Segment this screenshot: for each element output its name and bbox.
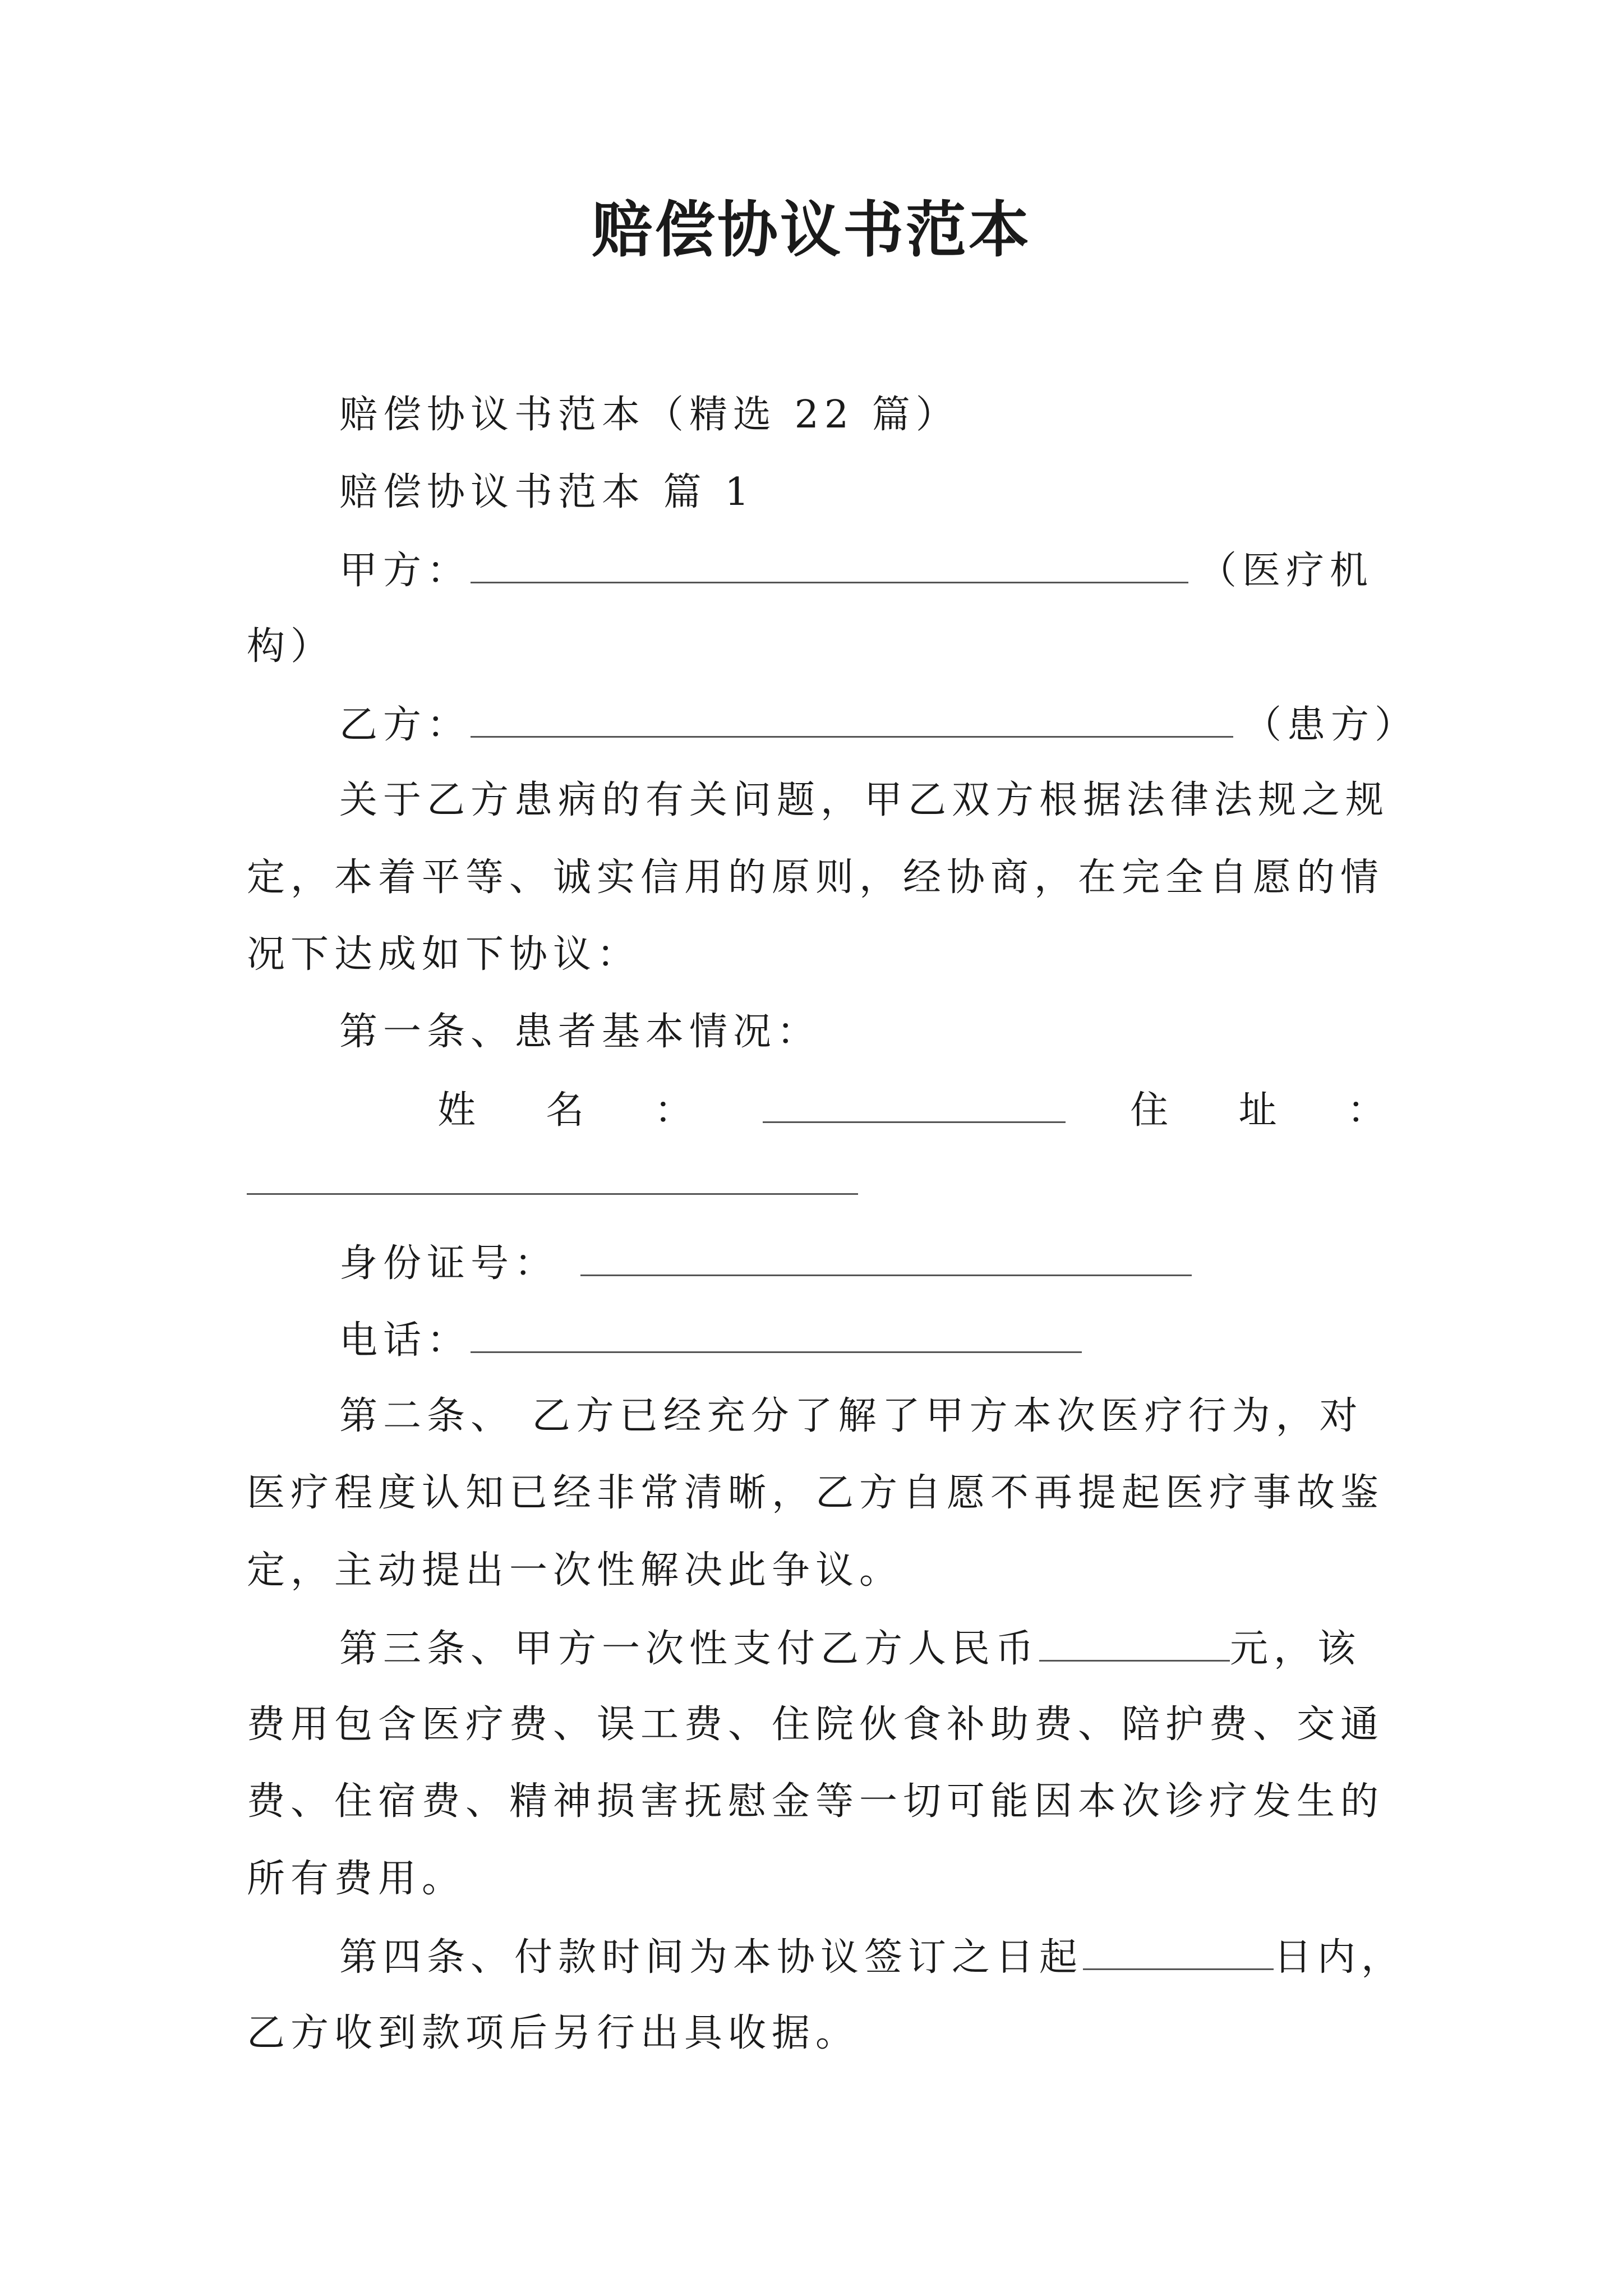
article4-suffix: 日内， [1274, 1935, 1405, 1980]
party-a-suffix-wrap: 构） [247, 624, 335, 669]
name-char: ： [654, 1088, 698, 1133]
article4-row [339, 1934, 1405, 1980]
party-a-suffix: （医疗机 [1198, 549, 1374, 593]
party-b-suffix: （患方） [1243, 703, 1419, 747]
phone-row [339, 1317, 1391, 1363]
article2-line: 第二条、 乙方已经充分了解了甲方本次医疗行为，对 [339, 1394, 1363, 1438]
article4-line: 乙方收到款项后另行出具收据。 [247, 2011, 860, 2055]
name-char: 姓 [437, 1088, 482, 1133]
id-blank[interactable] [580, 1240, 1192, 1276]
article3-suffix: 元，该 [1230, 1627, 1362, 1671]
intro-line: 定，本着平等、诚实信用的原则，经协商，在完全自愿的情 [247, 855, 1385, 900]
address-char: ： [1347, 1088, 1391, 1133]
amount-blank[interactable] [1039, 1625, 1230, 1662]
document-title: 赔偿协议书范本 [591, 195, 1031, 265]
article3-prefix: 第三条、甲方一次性支付乙方人民币 [339, 1627, 1040, 1671]
party-a-blank[interactable] [471, 547, 1188, 583]
intro-line: 关于乙方患病的有关问题，甲乙双方根据法律法规之规 [339, 778, 1390, 822]
article3-line: 所有费用。 [247, 1857, 466, 1901]
address-char: 址 [1238, 1088, 1283, 1133]
name-address-row [437, 1087, 1391, 1133]
phone-label: 电话： [339, 1318, 471, 1363]
party-b-row [339, 701, 1419, 748]
article3-line: 费用包含医疗费、误工费、住院伙食补助费、陪护费、交通 [247, 1703, 1385, 1747]
phone-blank[interactable] [471, 1317, 1082, 1353]
name-char: 名 [546, 1088, 590, 1133]
article2-line: 定，主动提出一次性解决此争议。 [247, 1548, 903, 1593]
id-row [339, 1240, 1391, 1286]
section-heading: 赔偿协议书范本 篇 1 [339, 470, 755, 514]
name-blank[interactable] [763, 1087, 1066, 1123]
article4-prefix: 第四条、付款时间为本协议签订之日起 [339, 1935, 1083, 1980]
address-blank[interactable] [247, 1158, 858, 1195]
party-b-blank[interactable] [471, 701, 1233, 738]
address-char: 住 [1130, 1088, 1174, 1133]
party-a-row [339, 547, 1391, 593]
article2-line: 医疗程度认知已经非常清晰，乙方自愿不再提起医疗事故鉴 [247, 1471, 1385, 1515]
party-b-label: 乙方： [339, 703, 471, 747]
days-blank[interactable] [1083, 1934, 1274, 1970]
document-subtitle: 赔偿协议书范本（精选 22 篇） [339, 393, 960, 437]
article3-row [339, 1625, 1391, 1672]
id-label: 身份证号： [339, 1241, 559, 1286]
party-a-label: 甲方： [339, 549, 471, 593]
article3-line: 费、住宿费、精神损害抚慰金等一切可能因本次诊疗发生的 [247, 1779, 1385, 1824]
address-blank-row [247, 1158, 1391, 1205]
article1-heading: 第一条、患者基本情况： [339, 1010, 821, 1054]
intro-line: 况下达成如下协议： [247, 932, 641, 977]
